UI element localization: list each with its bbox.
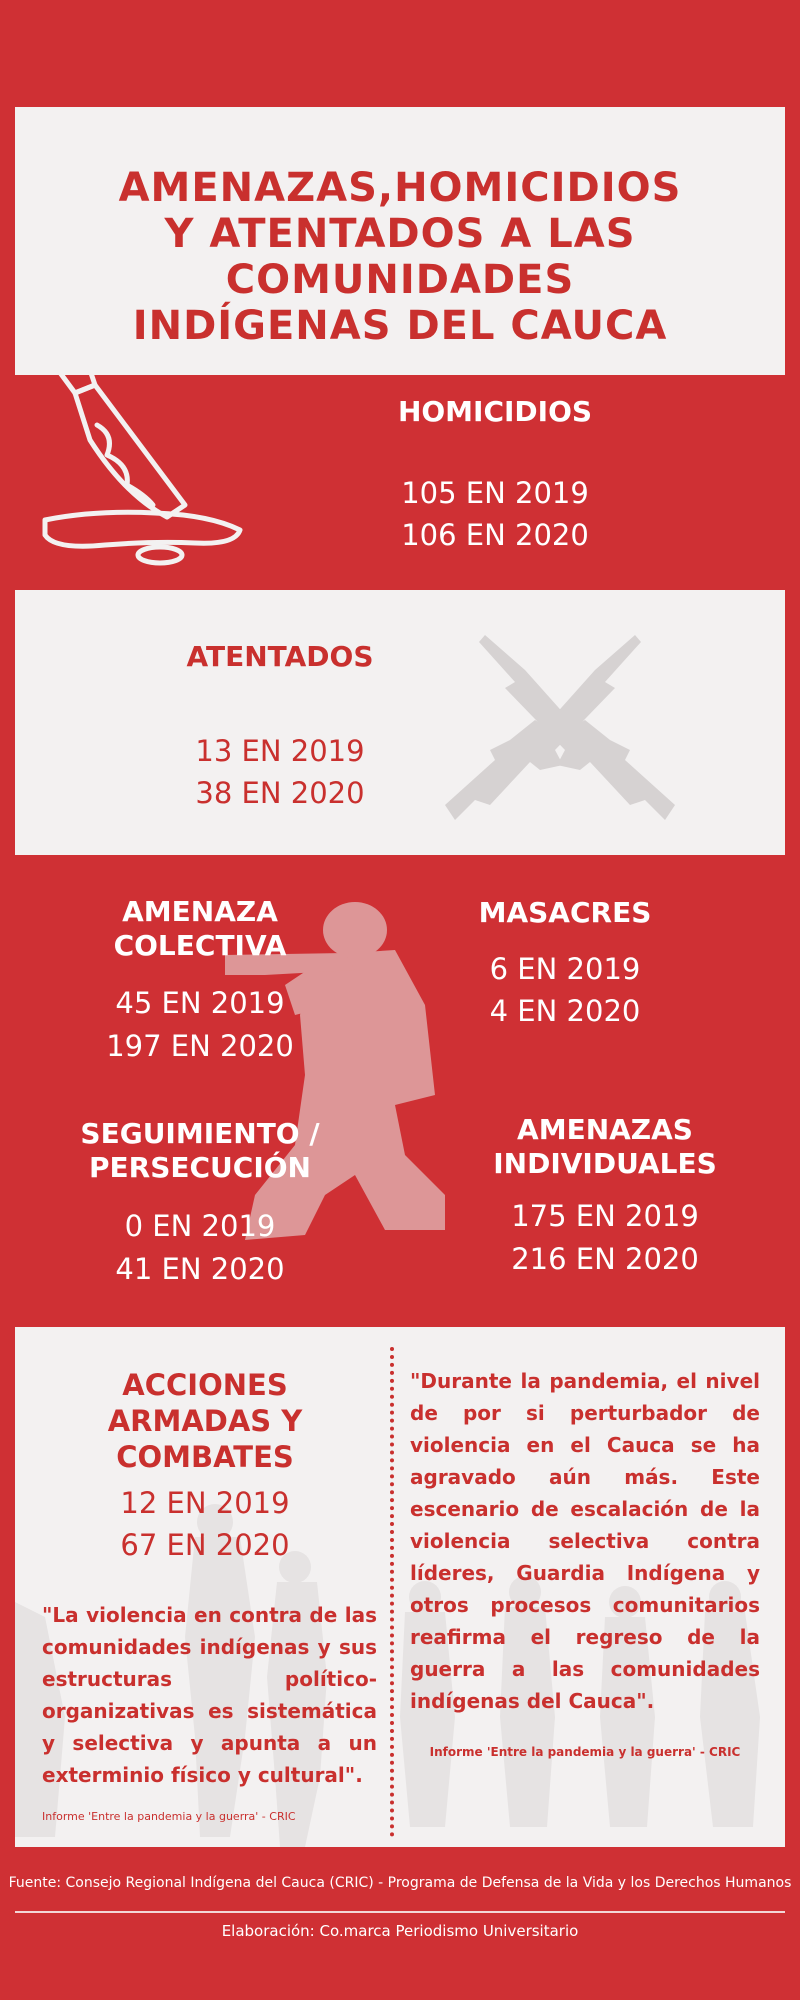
homicidios-heading: HOMICIDIOS <box>397 395 593 428</box>
crossed-rifles-icon <box>435 630 685 830</box>
atentados-heading: ATENTADOS <box>186 640 374 673</box>
title-line-2: Y ATENTADOS A LAS <box>164 211 636 257</box>
amenazas-individuales-heading-line-1: AMENAZAS <box>517 1113 693 1146</box>
dotted-divider <box>390 1347 394 1837</box>
quote-right-source: Informe 'Entre la pandemia y la guerra' - CRIC <box>429 1745 741 1759</box>
title-line-1: AMENAZAS,HOMICIDIOS <box>118 165 682 211</box>
amenazas-individuales-heading-line-2: INDIVIDUALES <box>493 1147 717 1180</box>
quote-right: "Durante la pandemia, el nivel de por si perturbador de violencia en el Cauca se ha agravado aún más. Este escenario de escalación de la violencia selectiva contra líderes, Guardia Indígena y otros procesos comunitarios reafirma el regreso de la guerra a las comunidades indígenas del Cauca". <box>410 1369 760 1713</box>
footer-divider <box>15 1911 785 1913</box>
amenazas-individuales-heading <box>470 1113 740 1181</box>
seguimiento-heading-line-2: PERSECUCIÓN <box>89 1151 311 1184</box>
amenaza-colectiva-heading <box>90 895 310 963</box>
page-title <box>15 165 785 349</box>
seguimiento-heading <box>70 1117 330 1185</box>
amenaza-colectiva-heading-line-2: COLECTIVA <box>113 929 287 962</box>
atentados-stat-2020: 38 EN 2020 <box>195 776 365 810</box>
amenaza-colectiva-stat-2019: 45 EN 2019 <box>115 986 285 1020</box>
acciones-heading-line-3: COMBATES <box>116 1440 294 1474</box>
atentados-panel <box>15 590 785 855</box>
homicidios-stat-2019: 105 EN 2019 <box>401 476 589 510</box>
masacres-stat-2019: 6 EN 2019 <box>489 952 641 986</box>
seguimiento-heading-line-1: SEGUIMIENTO / <box>80 1117 320 1150</box>
acciones-heading <box>55 1367 355 1475</box>
bloody-knife-icon <box>35 345 255 575</box>
amenazas-individuales-stat-2019: 175 EN 2019 <box>511 1199 699 1233</box>
masacres-heading: MASACRES <box>478 896 652 929</box>
amenaza-colectiva-heading-line-1: AMENAZA <box>122 895 278 928</box>
seguimiento-stat-2020: 41 EN 2020 <box>115 1252 285 1286</box>
acciones-panel <box>15 1327 785 1847</box>
quote-left: "La violencia en contra de las comunidades indígenas y sus estructuras político-organizativas es sistemática y selectiva y apunta a un exterminio físico y cultural". <box>42 1603 377 1787</box>
title-line-3: COMUNIDADES <box>225 257 575 303</box>
title-panel <box>15 107 785 375</box>
atentados-stat-2019: 13 EN 2019 <box>195 734 365 768</box>
title-line-4: INDÍGENAS DEL CAUCA <box>132 303 668 349</box>
amenazas-individuales-stat-2020: 216 EN 2020 <box>511 1242 699 1276</box>
masacres-stat-2020: 4 EN 2020 <box>489 994 641 1028</box>
acciones-heading-line-2: ARMADAS Y <box>107 1404 303 1438</box>
footer-fuente: Fuente: Consejo Regional Indígena del Cauca (CRIC) - Programa de Defensa de la Vida y los Derechos Humanos <box>8 1875 792 1891</box>
footer-elaboracion: Elaboración: Co.marca Periodismo Universitario <box>221 1922 579 1940</box>
homicidios-stat-2020: 106 EN 2020 <box>401 518 589 552</box>
acciones-stat-2019: 12 EN 2019 <box>120 1486 290 1520</box>
acciones-stat-2020: 67 EN 2020 <box>120 1528 290 1562</box>
acciones-heading-line-1: ACCIONES <box>122 1368 288 1402</box>
seguimiento-stat-2019: 0 EN 2019 <box>124 1209 276 1243</box>
amenaza-colectiva-stat-2020: 197 EN 2020 <box>106 1029 294 1063</box>
quote-left-source: Informe 'Entre la pandemia y la guerra' - CRIC <box>42 1810 296 1823</box>
